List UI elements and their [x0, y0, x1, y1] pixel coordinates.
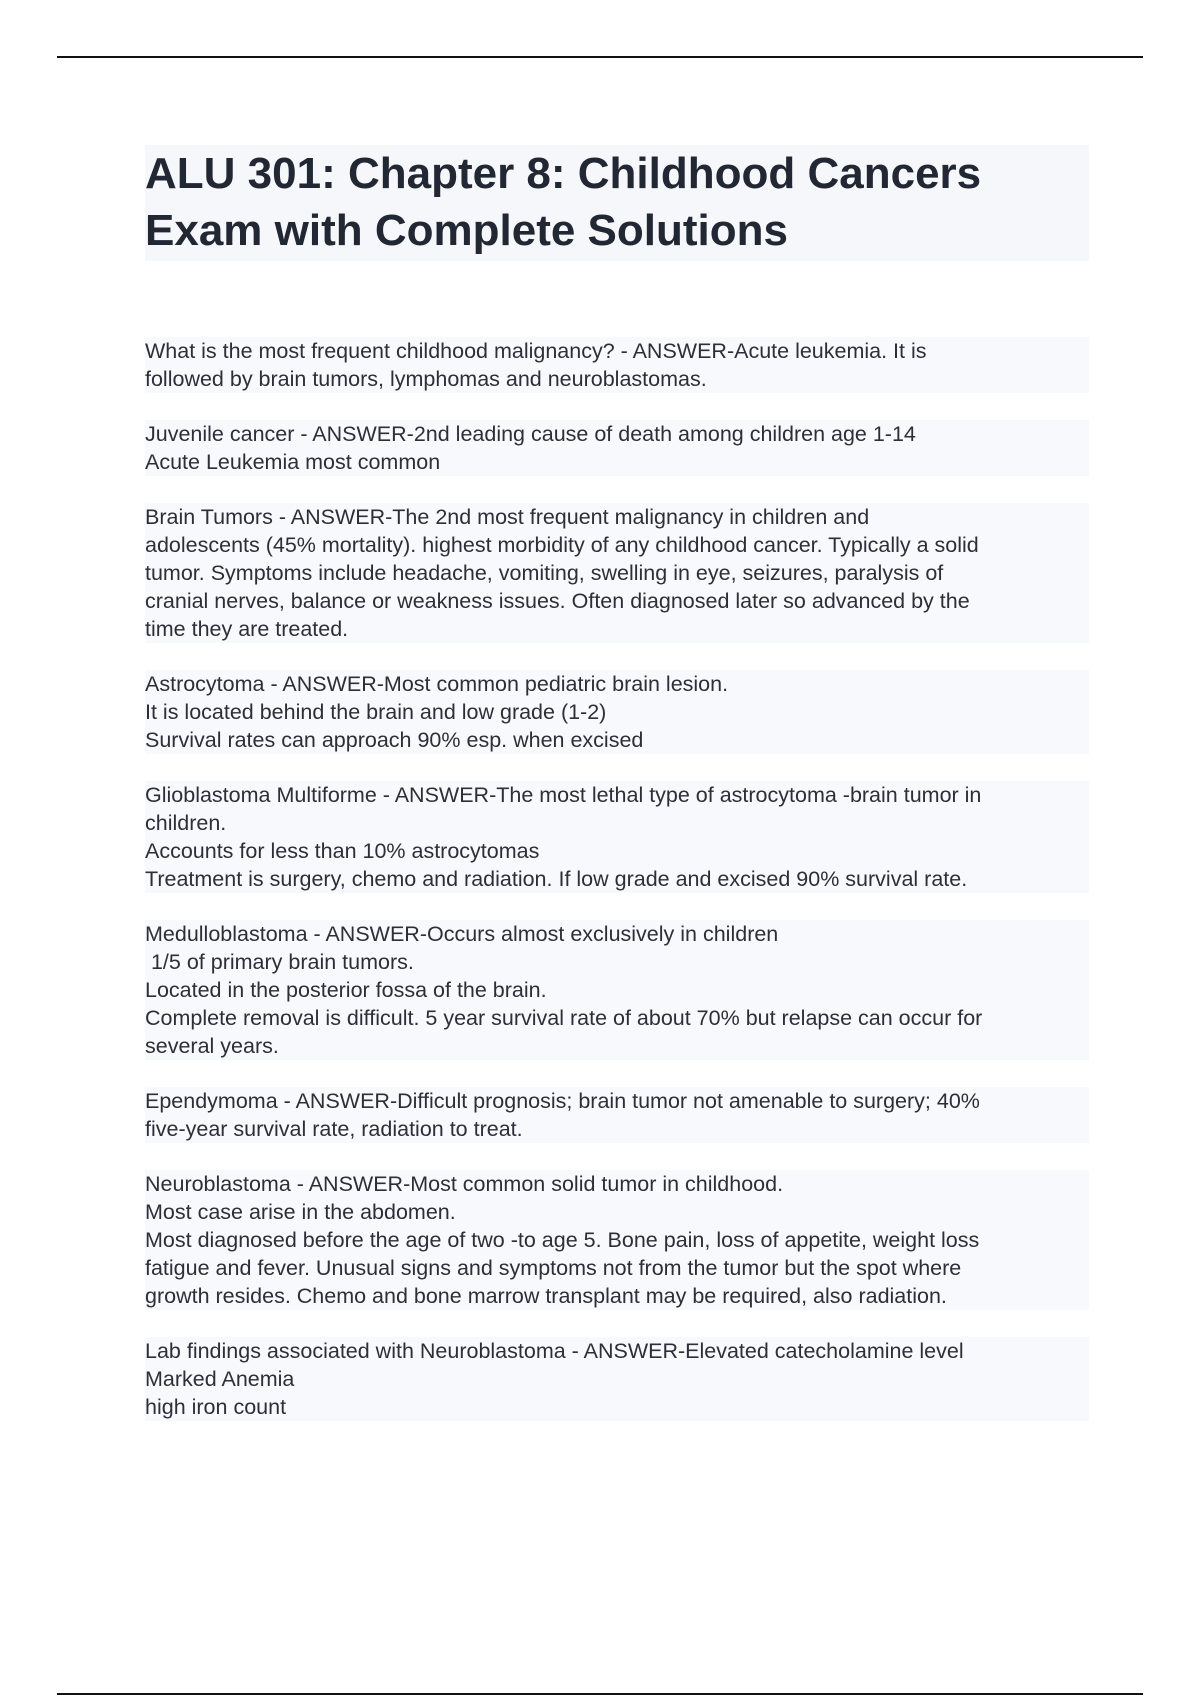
entry-line: fatigue and fever. Unusual signs and symptoms not from the tumor but the spot where [145, 1256, 962, 1280]
entry-line: Accounts for less than 10% astrocytomas [145, 839, 540, 863]
entry-line: Medulloblastoma - ANSWER-Occurs almost exclusively in children [145, 922, 779, 946]
entry-line: adolescents (45% mortality). highest morbidity of any childhood cancer. Typically a solid [145, 533, 979, 557]
entry-line: Lab findings associated with Neuroblastoma - ANSWER-Elevated catecholamine level [145, 1339, 964, 1363]
qa-entry-brain-tumors [145, 503, 1089, 643]
entry-line: Glioblastoma Multiforme - ANSWER-The most lethal type of astrocytoma -brain tumor in [145, 783, 982, 807]
entry-line: children. [145, 811, 227, 835]
entry-line: What is the most frequent childhood malignancy? - ANSWER-Acute leukemia. It is [145, 339, 927, 363]
entry-line: Marked Anemia [145, 1367, 295, 1391]
page-title [145, 145, 1089, 261]
title-line-2: Exam with Complete Solutions [145, 206, 788, 255]
entry-line: Located in the posterior fossa of the brain. [145, 978, 547, 1002]
entry-line: It is located behind the brain and low grade (1-2) [145, 700, 607, 724]
entry-line: five-year survival rate, radiation to treat. [145, 1117, 523, 1141]
qa-list [145, 337, 1089, 1448]
entry-line: time they are treated. [145, 617, 349, 641]
title-line-1: ALU 301: Chapter 8: Childhood Cancers [145, 149, 982, 198]
entry-line: high iron count [145, 1395, 287, 1419]
entry-line: Most diagnosed before the age of two -to age 5. Bone pain, loss of appetite, weight loss [145, 1228, 980, 1252]
qa-entry-ependymoma [145, 1087, 1089, 1143]
qa-entry-neuroblastoma-lab-findings [145, 1337, 1089, 1421]
entry-line: Most case arise in the abdomen. [145, 1200, 456, 1224]
entry-line: tumor. Symptoms include headache, vomiting, swelling in eye, seizures, paralysis of [145, 561, 944, 585]
entry-line: Astrocytoma - ANSWER-Most common pediatric brain lesion. [145, 672, 729, 696]
entry-line: growth resides. Chemo and bone marrow transplant may be required, also radiation. [145, 1284, 947, 1308]
entry-line: Complete removal is difficult. 5 year survival rate of about 70% but relapse can occur for [145, 1006, 983, 1030]
entry-line: several years. [145, 1034, 279, 1058]
entry-line: cranial nerves, balance or weakness issues. Often diagnosed later so advanced by the [145, 589, 970, 613]
entry-line: Survival rates can approach 90% esp. when excised [145, 728, 644, 752]
entry-line: 1/5 of primary brain tumors. [145, 950, 414, 974]
entry-line: Neuroblastoma - ANSWER-Most common solid tumor in childhood. [145, 1172, 784, 1196]
entry-line: Acute Leukemia most common [145, 450, 441, 474]
entry-line: Juvenile cancer - ANSWER-2nd leading cause of death among children age 1-14 [145, 422, 916, 446]
bottom-rule [57, 1693, 1143, 1695]
entry-line: Ependymoma - ANSWER-Difficult prognosis; brain tumor not amenable to surgery; 40% [145, 1089, 980, 1113]
qa-entry-neuroblastoma [145, 1170, 1089, 1310]
entry-line: followed by brain tumors, lymphomas and neuroblastomas. [145, 367, 707, 391]
entry-line: Treatment is surgery, chemo and radiation. If low grade and excised 90% survival rate. [145, 867, 968, 891]
top-rule [57, 56, 1143, 58]
entry-line: Brain Tumors - ANSWER-The 2nd most frequent malignancy in children and [145, 505, 870, 529]
qa-entry-glioblastoma [145, 781, 1089, 893]
qa-entry-juvenile-cancer [145, 420, 1089, 476]
qa-entry-most-frequent-malignancy [145, 337, 1089, 393]
qa-entry-astrocytoma [145, 670, 1089, 754]
qa-entry-medulloblastoma [145, 920, 1089, 1060]
